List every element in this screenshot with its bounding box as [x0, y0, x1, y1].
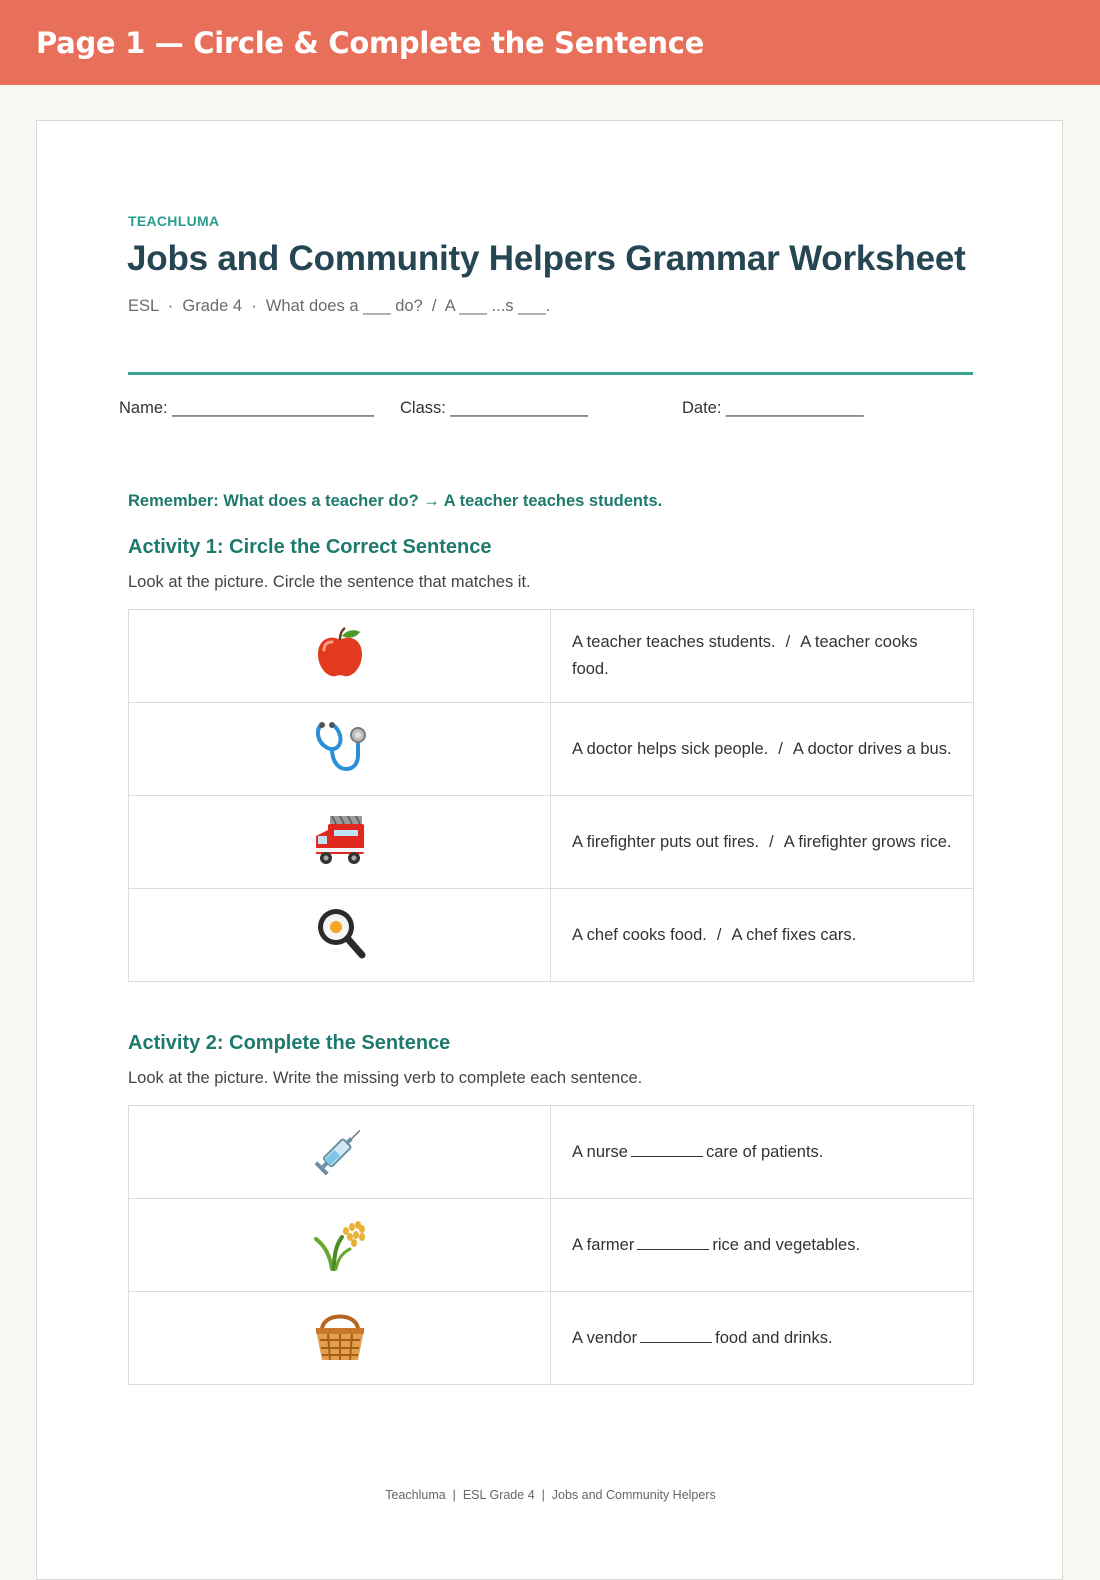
activity2-instructions: Look at the picture. Write the missing verb to complete each sentence. [128, 1069, 643, 1087]
option-a[interactable]: A firefighter puts out fires. [572, 832, 760, 851]
option-b[interactable]: A doctor drives a bus. [792, 739, 952, 758]
option-b[interactable]: A firefighter grows rice. [783, 832, 952, 851]
table-row [129, 1199, 974, 1292]
title-divider [128, 372, 973, 375]
table-row [129, 703, 974, 796]
activity1-instructions: Look at the picture. Circle the sentence that matches it. [128, 573, 531, 591]
answer-blank[interactable] [640, 1328, 712, 1343]
brand-label: TEACHLUMA [128, 213, 220, 229]
sentence-start: A vendor [572, 1328, 638, 1347]
option-b[interactable]: A teacher cooks food. [572, 633, 918, 678]
date-field[interactable]: Date: _______________ [682, 399, 864, 417]
frying-pan-egg-icon [312, 905, 368, 961]
sentence-options[interactable] [551, 703, 974, 796]
apple-icon [312, 626, 368, 682]
class-field[interactable]: Class: _______________ [400, 399, 589, 417]
name-field[interactable]: Name: ______________________ [119, 399, 375, 417]
fire-engine-icon [312, 812, 368, 868]
picture-cell [129, 1292, 551, 1385]
sentence-options[interactable] [551, 889, 974, 982]
table-row [129, 889, 974, 982]
worksheet-page [36, 120, 1063, 1580]
picture-cell [129, 796, 551, 889]
worksheet-subtitle: ESL · Grade 4 · What does a ___ do? / A ___ ...s ___. [128, 297, 551, 315]
answer-blank[interactable] [631, 1142, 703, 1157]
option-a[interactable]: A doctor helps sick people. [572, 739, 769, 758]
page-banner [0, 0, 1100, 85]
option-a[interactable]: A chef cooks food. [572, 925, 707, 944]
sentence-end: care of patients. [705, 1142, 824, 1161]
option-separator: / [716, 925, 722, 944]
stethoscope-icon [312, 719, 368, 775]
worksheet-title: Jobs and Community Helpers Grammar Worksheet [127, 239, 966, 278]
activity2-title: Activity 2: Complete the Sentence [128, 1032, 451, 1054]
option-separator: / [785, 633, 791, 651]
sentence-start: A nurse [572, 1142, 628, 1161]
table-row [129, 1106, 974, 1199]
option-separator: / [769, 832, 774, 851]
sentence-start: A farmer [572, 1235, 635, 1254]
picture-cell [129, 1199, 551, 1292]
picture-cell [129, 889, 551, 982]
syringe-icon [312, 1122, 368, 1178]
banner-title: Page 1 — Circle & Complete the Sentence [36, 26, 704, 60]
picture-cell [129, 1106, 551, 1199]
picture-cell [129, 610, 551, 703]
table-row [129, 610, 974, 703]
sentence-blank [551, 1106, 974, 1199]
activity1-title: Activity 1: Circle the Correct Sentence [128, 536, 492, 558]
sentence-blank [551, 1199, 974, 1292]
option-separator: / [778, 739, 783, 758]
sentence-options[interactable] [551, 610, 974, 703]
page-footer: Teachluma | ESL Grade 4 | Jobs and Community Helpers [385, 1488, 716, 1502]
sentence-blank [551, 1292, 974, 1385]
option-b[interactable]: A chef fixes cars. [731, 925, 857, 944]
picture-cell [129, 703, 551, 796]
reminder-note: Remember: What does a teacher do? → A teacher teaches students. [128, 492, 663, 510]
basket-icon [312, 1308, 368, 1364]
table-row [129, 1292, 974, 1385]
option-a[interactable]: A teacher teaches students. [572, 633, 776, 651]
rice-plant-icon [312, 1215, 368, 1271]
activity1-table [128, 609, 974, 982]
table-row [129, 796, 974, 889]
sentence-end: rice and vegetables. [712, 1235, 861, 1254]
answer-blank[interactable] [637, 1235, 709, 1250]
activity2-table [128, 1105, 974, 1385]
sentence-options[interactable] [551, 796, 974, 889]
sentence-end: food and drinks. [715, 1328, 833, 1347]
